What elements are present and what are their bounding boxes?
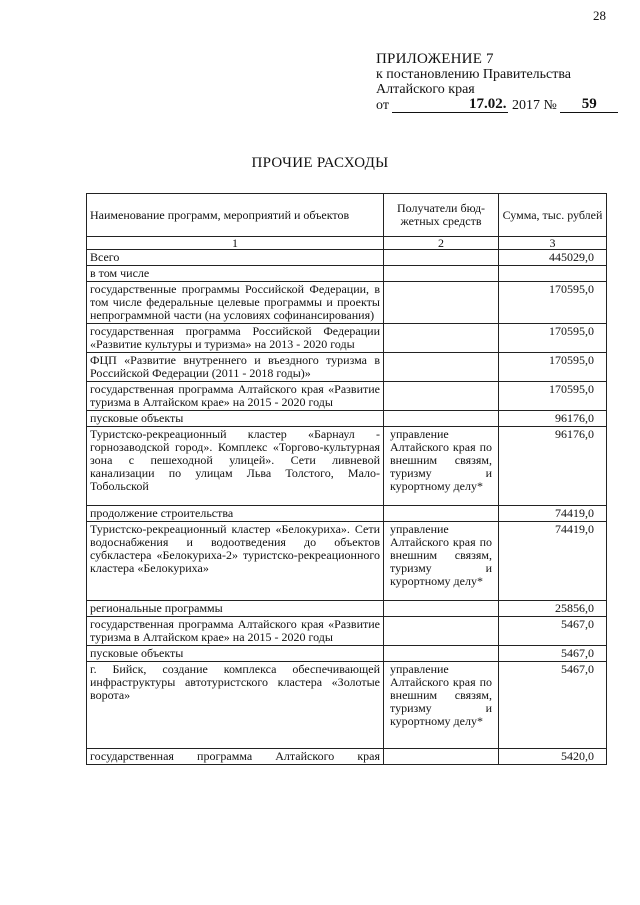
appendix-block	[376, 52, 618, 113]
row-recipient	[384, 646, 499, 662]
page-number: 28	[593, 8, 606, 23]
row-sum: 5420,0	[499, 749, 607, 765]
row-name: пусковые объекты	[87, 646, 384, 662]
row-sum: 96176,0	[499, 427, 607, 506]
table-row	[87, 646, 607, 662]
resolution-number: 59	[560, 97, 618, 113]
row-name: государственные программы Российской Федерации, в том числе федеральные целевые программы и проекты непрограммной части (на условиях софинансирования)	[87, 282, 384, 324]
row-sum: 5467,0	[499, 662, 607, 749]
table-header-row	[87, 194, 607, 237]
row-recipient: управление Алтайского края по внешним связям, туризму и курортному делу*	[384, 427, 499, 506]
table-row	[87, 522, 607, 601]
row-name: Туристско-рекреационный кластер «Барнаул - горнозаводской город». Комплекс «Торгово-культурная зона с пешеходной улицей». Сети ливневой канализации по улицам Льва Толстого, Мало-Тобольской	[87, 427, 384, 506]
row-recipient	[384, 266, 499, 282]
appendix-title: ПРИЛОЖЕНИЕ 7	[376, 51, 494, 67]
table-row	[87, 250, 607, 266]
row-name: государственная программа Алтайского края «Развитие туризма в Алтайском крае» на 2015 - 2020 годы	[87, 617, 384, 646]
row-recipient	[384, 749, 499, 765]
resolution-year: 2017 №	[511, 98, 557, 113]
row-recipient	[384, 382, 499, 411]
row-name: региональные программы	[87, 601, 384, 617]
row-name: государственная программа Российской Федерации «Развитие культуры и туризма» на 2013 - 2020 годы	[87, 324, 384, 353]
row-name: в том числе	[87, 266, 384, 282]
table-row	[87, 411, 607, 427]
appendix-resolution-line: к постановлению Правительства	[376, 67, 572, 82]
column-number: 1	[87, 237, 384, 250]
expenses-table	[86, 193, 607, 765]
row-sum: 445029,0	[499, 250, 607, 266]
table-row	[87, 601, 607, 617]
row-recipient	[384, 250, 499, 266]
row-name: Всего	[87, 250, 384, 266]
column-number: 2	[384, 237, 499, 250]
table-row	[87, 617, 607, 646]
row-sum: 74419,0	[499, 506, 607, 522]
row-sum: 5467,0	[499, 617, 607, 646]
from-label: от	[376, 98, 389, 113]
row-sum: 170595,0	[499, 324, 607, 353]
table-row	[87, 266, 607, 282]
row-name: г. Бийск, создание комплекса обеспечивающей инфраструктуры автотуристского кластера «Золотые ворота»	[87, 662, 384, 749]
row-sum: 25856,0	[499, 601, 607, 617]
row-recipient	[384, 324, 499, 353]
table-row	[87, 282, 607, 324]
table-row	[87, 324, 607, 353]
row-recipient	[384, 506, 499, 522]
row-name: государственная программа Алтайского края «Развитие туризма в Алтайском крае» на 2015 - 2020 годы	[87, 382, 384, 411]
table-row	[87, 427, 607, 506]
row-recipient	[384, 601, 499, 617]
column-number-row	[87, 237, 607, 250]
row-sum: 170595,0	[499, 282, 607, 324]
row-sum	[499, 266, 607, 282]
header-recipients: Получатели бюд-жетных средств	[384, 194, 499, 237]
row-name: ФЦП «Развитие внутреннего и въездного туризма в Российской Федерации (2011 - 2018 годы)»	[87, 353, 384, 382]
row-name: Туристско-рекреационный кластер «Белокуриха». Сети водоснабжения и водоотведения до объектов субкластера «Белокуриха-2» туристско-рекреационного кластера «Белокуриха»	[87, 522, 384, 601]
appendix-date-line	[376, 97, 618, 113]
row-sum: 170595,0	[499, 382, 607, 411]
table-row	[87, 749, 607, 765]
row-recipient: управление Алтайского края по внешним связям, туризму и курортному делу*	[384, 522, 499, 601]
row-name: продолжение строительства	[87, 506, 384, 522]
table-row	[87, 382, 607, 411]
table-row	[87, 353, 607, 382]
table-row	[87, 506, 607, 522]
table-row	[87, 662, 607, 749]
row-recipient	[384, 617, 499, 646]
appendix-region-line: Алтайского края	[376, 82, 475, 97]
row-sum: 74419,0	[499, 522, 607, 601]
row-name: пусковые объекты	[87, 411, 384, 427]
row-sum: 170595,0	[499, 353, 607, 382]
row-name: государственная программа Алтайского края	[87, 749, 384, 765]
row-sum: 96176,0	[499, 411, 607, 427]
row-recipient	[384, 411, 499, 427]
document-title: ПРОЧИЕ РАСХОДЫ	[251, 155, 389, 171]
row-recipient: управление Алтайского края по внешним связям, туризму и курортному делу*	[384, 662, 499, 749]
row-recipient	[384, 282, 499, 324]
column-number: 3	[499, 237, 607, 250]
row-recipient	[384, 353, 499, 382]
row-sum: 5467,0	[499, 646, 607, 662]
header-sum: Сумма, тыс. рублей	[499, 194, 607, 237]
header-name: Наименование программ, мероприятий и объектов	[87, 194, 384, 237]
resolution-date: 17.02.	[392, 97, 508, 113]
